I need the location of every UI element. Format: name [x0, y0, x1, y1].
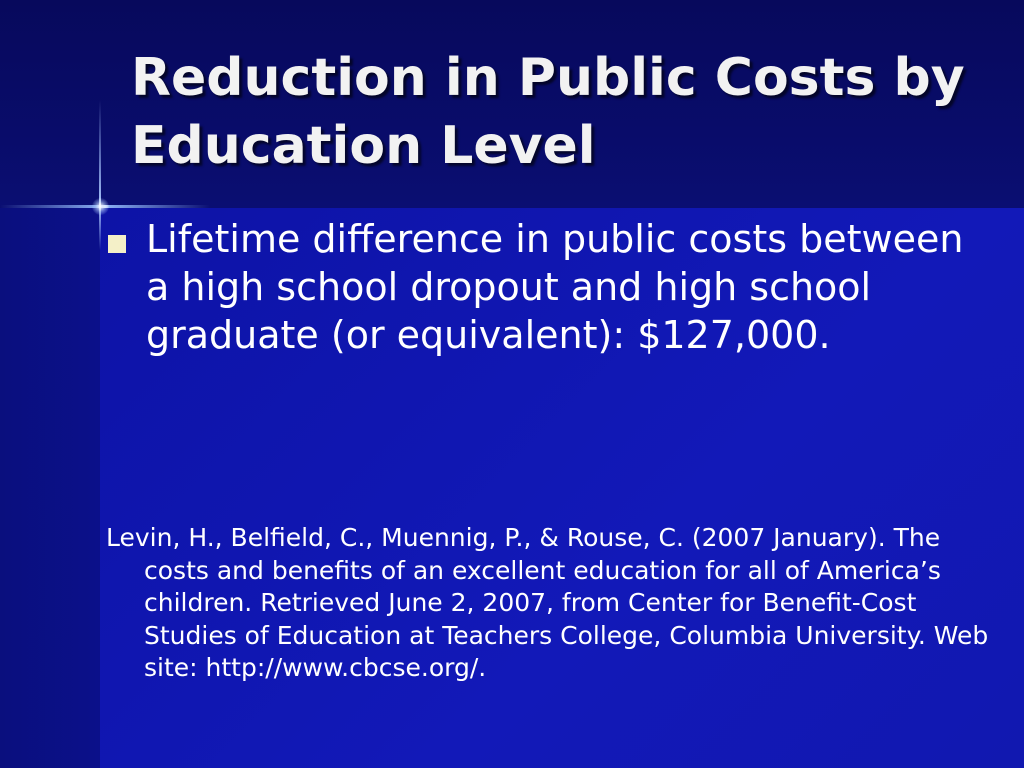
sparkle-star-icon: [92, 198, 109, 215]
bullet-text: Lifetime difference in public costs between a high school dropout and high school graduate (or equivalent): $127,000.: [146, 217, 964, 357]
citation-reference: Levin, H., Belfield, C., Muennig, P., & Rouse, C. (2007 January). The costs and benefits of an excellent education for all of America’s children. Retrieved June 2, 2007, from Center for Benefit-Cost Studies of Education at Teachers College, Columbia University. Web site: http://www.cbcse.org/.: [106, 523, 989, 682]
sparkle-vertical-line: [99, 100, 101, 250]
square-bullet-icon: [108, 235, 126, 253]
bullet-item: [108, 215, 998, 359]
slide-title: Reduction in Public Costs by Education Level: [131, 48, 965, 176]
